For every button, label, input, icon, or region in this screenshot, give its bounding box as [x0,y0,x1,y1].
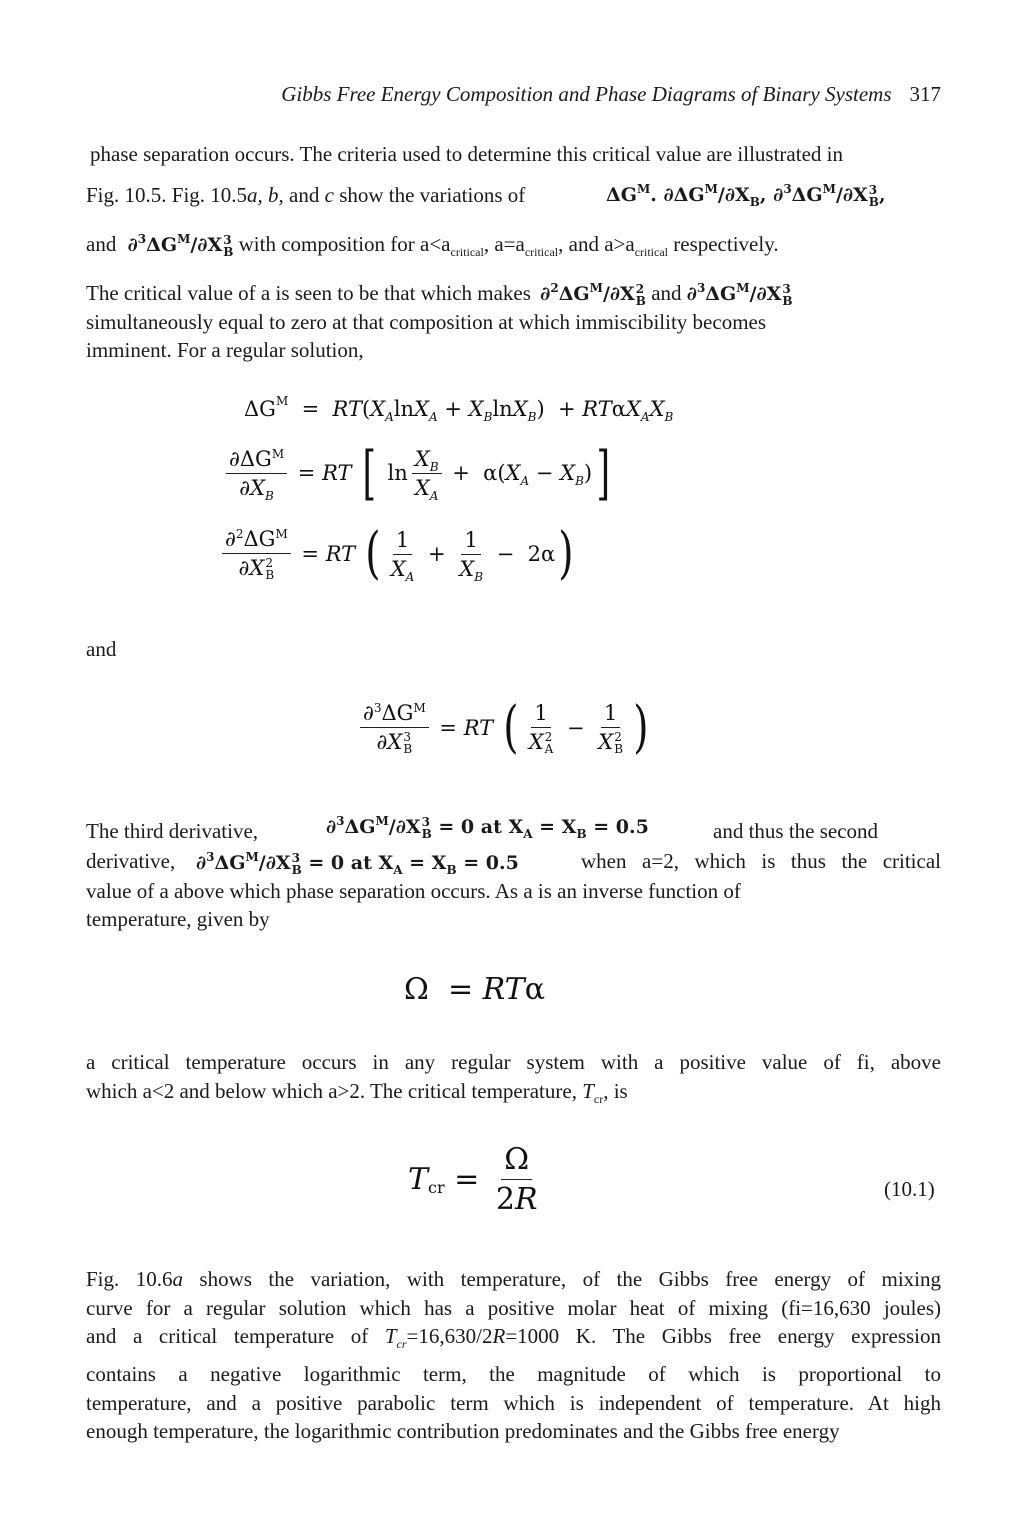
running-header [86,80,941,108]
text: R [492,1324,506,1348]
text: The third derivative, [86,819,259,843]
para1-line3 [86,230,941,259]
text: temperature, given by [86,907,270,931]
text: =1000 K. The Gibbs free energy expression [505,1324,941,1348]
text: , is [603,1079,628,1103]
subscript: cr [396,1337,407,1351]
text: and [651,281,682,305]
para2-line3 [86,877,941,905]
text: T [384,1324,397,1348]
subscript: critical [450,245,484,259]
para4-line5 [86,1389,941,1417]
equation-second-derivative: $\partial^2\Delta G^M$ ∂X 2 B = RT ( $\frac{1}{X_A}$ + $\frac{1}{X_B}$ − 2α ) [218,526,577,582]
text: and [86,232,117,256]
para4-line2 [86,1294,941,1322]
equation-first-derivative: $\frac{\partial\Delta G^M}{\partial X_B}$ = RT [ ln $\frac{X_B}{X_A}$ + α( $X_A$ − $X_B$ ) ] [222,444,615,502]
text: c [324,183,334,207]
text: when a=2, which is thus the critical [581,849,941,873]
text: imminent. For a regular solution, [86,338,364,362]
text: value of a above which phase separation occurs. As a is an inverse function of [86,879,741,903]
text: and [283,183,325,207]
text: enough temperature, the logarithmic contribution predominates and the Gibbs free energy [86,1419,840,1443]
text: and [86,637,117,661]
text: and a critical temperature of [86,1324,385,1348]
page-number: 317 [909,82,941,106]
subscript: critical [524,245,559,259]
text: phase separation occurs. The criteria used to determine this critical value are illustrated in [90,142,843,166]
para1-line4 [86,279,941,308]
subscript: cr [593,1092,604,1106]
text: Fig. 10.6 [86,1267,173,1291]
para2-line4 [86,905,941,933]
equation-third-derivative: $\partial^3\Delta G^M$ ∂X 3 B = RT ( 1 X 2 A − 1 X 2 B ) [356,700,652,756]
equation-omega: Ω = RT α [404,972,545,1007]
para3-line2 [86,1077,941,1105]
text: curve for a regular solution which has a positive molar heat of mixing (fi=16,630 joules) [86,1296,941,1320]
equation-number: (10.1) [884,1177,935,1201]
para4-line6 [86,1417,941,1445]
word-and [86,635,941,663]
equation-critical-temperature: T $_{cr}$ = $\frac{\Omega}{2R}$ [408,1142,538,1217]
para3-line1 [86,1048,941,1076]
inline-math-third-derivative-zero: $\partial^3\Delta G^M/\partial X$ 3 B = 0 at $X_A = X_B = 0.5$ [326,814,649,841]
para4-line1 [86,1265,941,1293]
para1-line6 [86,336,941,364]
text: and thus the second [713,819,879,843]
text: respectively. [668,232,779,256]
text: contains a negative logarithmic term, the magnitude of which is proportional to [86,1362,941,1386]
text: , a=a [483,232,525,256]
text: temperature, and a positive parabolic term which is independent of temperature. At high [86,1391,941,1415]
text: a [172,1267,183,1291]
subscript: critical [634,245,668,259]
para1-line1 [90,140,945,168]
para4-line3 [86,1322,941,1350]
inline-math-second-derivative: $\partial^2\Delta G^M/\partial X$ 2 B [540,281,646,308]
inline-math-variations: $\Delta G^M$. $\partial\Delta G^M/\partial X_B$, $\partial^3\Delta G^M/\partial X$ 3 B , [606,182,886,209]
text: shows the variation, with temperature, of the Gibbs free energy of mixing [182,1267,941,1291]
text: Fig. 10.5. Fig. 10.5 [86,183,248,207]
text: a, b, [247,183,284,207]
para1-line2 [86,181,941,209]
text: show the variations of [333,183,526,207]
text: with composition for a<a [238,232,451,256]
text: which a<2 and below which a>2. The critical temperature, [86,1079,583,1103]
para4-line4 [86,1360,941,1388]
text: =16,630/2 [406,1324,493,1348]
para1-line5 [86,308,941,336]
text: , and a>a [558,232,635,256]
inline-math-third-derivative: $\partial^3\Delta G^M/\partial X$ 3 B [127,232,234,259]
text: T [582,1079,594,1103]
text: The critical value of a is seen to be that which makes [86,281,531,305]
text: a critical temperature occurs in any regular system with a positive value of fi, above [86,1050,941,1074]
para2-line2 [86,847,941,875]
inline-math-third-derivative: $\partial^3\Delta G^M/\partial X$ 3 B [686,281,793,308]
running-title: Gibbs Free Energy Composition and Phase Diagrams of Binary Systems [281,82,892,106]
text: derivative, [86,849,176,873]
text: simultaneously equal to zero at that composition at which immiscibility becomes [86,310,767,334]
para2-line1 [86,814,941,845]
equation-gibbs-mixing: ΔG $^M$ = RT ( $X_A$ ln $X_A$ + $X_B$ ln $X_B$ ) + RT α $X_AX_B$ [244,394,674,424]
inline-math-derivative-zero: $\partial^3\Delta G^M/\partial X$ 3 B = 0 at $X_A = X_B = 0.5$ [196,850,519,877]
